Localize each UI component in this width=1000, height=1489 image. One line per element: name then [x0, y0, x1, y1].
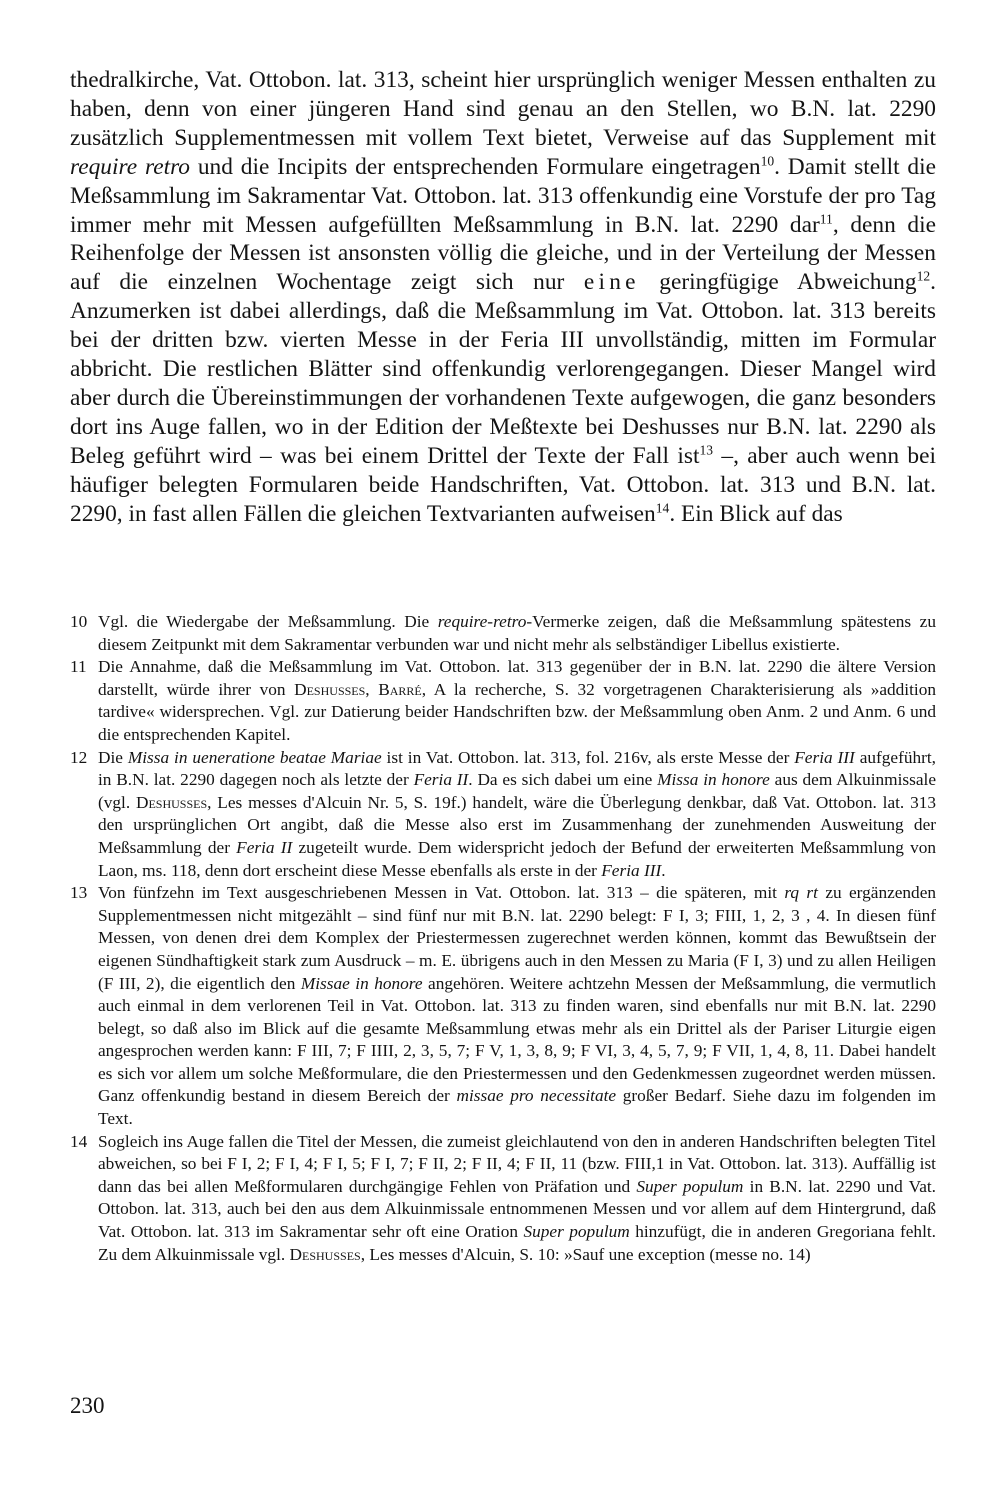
italic-term: Feria II [236, 837, 293, 857]
italic-term: Super populum [523, 1222, 630, 1242]
footnote-number: 10 [70, 612, 88, 631]
footnote-number: 14 [70, 1131, 88, 1151]
footnote-text: -Vermerke zeigen, daß die Meßsammlung spätestens zu diesem Zeitpunkt mit dem Sakramentar verbunden war und nicht mehr als selbständiger Libellus existierte. [98, 612, 936, 654]
footnote-text: , [365, 679, 379, 699]
italic-term: missae pro necessitate [456, 1086, 617, 1106]
italic-term: Feria III [794, 747, 855, 767]
italic-term: Missa in honore [657, 770, 770, 790]
footnote-text: . Da es sich dabei um eine [468, 770, 658, 790]
italic-term: require-retro [437, 612, 527, 631]
footnote-text: angehören. Weitere achtzehn Messen der Meßsammlung, die vermutlich auch einmal in dem verlorenen Teil in Vat. Ottobon. lat. 313 zu finden waren, sind ebenfalls nur mit B.N. lat. 2290 belegt, so daß also im Blick auf die gesamte Meßsammlung etwas mehr als ein Drittel als der Pariser Liturgie eigen angesprochen werden kann: F III, 7; F IIII, 2, 3, 5, 7; F V, 1, 3, 8, 9; F VI, 3, 4, 5, 7, 9; F VII, 1, 4, 8, 11. Dabei handelt es sich vor allem um solche Meßformulare, die den Priestermessen und den Gedenkmessen zugeordnet werden müssen. Ganz offenkundig bestand in diesem Bereich der [98, 973, 936, 1106]
footnote-number: 13 [70, 883, 88, 903]
italic-term: Missae in honore [300, 973, 423, 993]
footnote-text: aufgeführt, in B.N. lat. 2290 dagegen noch als letzte der [98, 747, 936, 790]
italic-term: Feria III [601, 860, 662, 880]
footnote-text: zu ergänzenden Supplementmessen nicht mitgezählt – sind fünf nur mit B.N. lat. 2290 belegt: F I, 3; FIII, 1, 2, 3 , 4. In diesen fünf Messen, von denen drei dem Komplex der Priestermessen zugerechnet werden können, kommt das Bewußtsein der eigenen Sündhaftigkeit stark zum Ausdruck – m. E. übrigens auch in den Messen zu Maria (F I, 3) und zu allen Heiligen (F III, 2), die eigentlich den [98, 883, 937, 993]
italic-term: Missa in ueneratione beatae Mariae [127, 747, 382, 767]
body-text-segment: , denn die Reihenfolge der Messen ist ansonsten völlig die gleiche, und in der Verteilung der Messen auf die einzelnen Wochentage zeigt sich nur [70, 211, 936, 296]
spaced-emphasis: eine [583, 269, 640, 296]
footnote-10 [70, 611, 936, 656]
italic-term: rq rt [784, 883, 818, 903]
footnote-text: , Les messes d'Alcuin Nr. 5, S. 19f.) handelt, wäre die Überlegung denkbar, daß Vat. Ottobon. lat. 313 den ursprünglichen Ort angibt, daß die Messe also erst im Zusammenhang der zunehmenden Ausweitung der Meßsammlung der [98, 792, 936, 857]
body-text-segment: –, aber auch wenn bei häufiger belegten Formularen beide Handschriften, Vat. Ottobon. lat. 313 und B.N. lat. 2290, in fast allen Fällen die gleichen Textvarianten aufweisen [70, 442, 936, 527]
footnote-ref-13: 13 [699, 442, 714, 458]
body-text-segment: geringfügige Abweichung [639, 269, 917, 296]
body-text-segment: thedralkirche, Vat. Ottobon. lat. 313, scheint hier ursprünglich weniger Messen enthalten zu haben, denn von einer jüngeren Hand sind genau an den Stellen, wo B.N. lat. 2290 zusätzlich Supplementmessen mit vollem Text bietet, Verweise auf das Supplement mit [70, 67, 936, 151]
footnote-ref-10: 10 [760, 153, 775, 169]
main-text [70, 66, 936, 529]
footnote-text: Vgl. die Wiedergabe der Meßsammlung. Die [98, 612, 438, 631]
footnote-text: , Les messes d'Alcuin, S. 10: »Sauf une exception (messe no. 14) [360, 1244, 811, 1264]
footnote-text: ist in Vat. Ottobon. lat. 313, fol. 216v, als erste Messe der [381, 747, 795, 767]
author-name: Deshusses [289, 1244, 361, 1264]
footnote-14 [70, 1131, 936, 1267]
footnote-text: Von fünfzehn im Text ausgeschriebenen Messen in Vat. Ottobon. lat. 313 – die späteren, mit [98, 883, 785, 903]
footnote-ref-14: 14 [655, 500, 670, 516]
footnote-text: . [661, 860, 666, 880]
body-text-segment: und die Incipits der entsprechenden Formulare eingetragen [190, 153, 761, 180]
italic-term: Super populum [636, 1176, 744, 1196]
footnote-text: Sogleich ins Auge fallen die Titel der Messen, die zumeist gleichlautend von den in anderen Handschriften belegten Titel abweichen, so bei F I, 2; F I, 4; F I, 5; F I, 7; F II, 2; F II, 4; F II, 11 (bzw. FIII,1 in Vat. Ottobon. lat. 313). Auffällig ist dann das bei allen Meßformularen durchgängige Fehlen von Präfation und [98, 1131, 936, 1196]
page-number: 230 [70, 1393, 105, 1418]
footnote-12 [70, 747, 936, 883]
body-text-segment: . Anzumerken ist dabei allerdings, daß die Meßsammlung im Vat. Ottobon. lat. 313 bereits bei der dritten bzw. vierten Messe in der Feria III unvollständig, mitten im Formular abbricht. Die restlichen Blätter sind offenkundig verlorengegangen. Dieser Mangel wird aber durch die Übereinstimmungen der vorhandenen Texte aufgewogen, die ganz besonders dort ins Auge fallen, wo in der Edition der Meßtexte bei Deshusses nur B.N. lat. 2290 als Beleg geführt wird – was bei einem Drittel der Texte der Fall ist [70, 269, 936, 469]
italic-term: require retro [70, 153, 191, 180]
body-text-segment: . Ein Blick auf das [669, 500, 843, 527]
italic-term: Feria II [413, 770, 469, 790]
footnote-text: Die Annahme, daß die Meßsammlung im Vat. Ottobon. lat. 313 gegenüber der in B.N. lat. 2290 die ältere Version darstellt, würde ihrer von [98, 657, 936, 699]
footnote-text: , A la recherche, S. 32 vorgetragenen Charakterisierung als »addition tardive« widersprechen. Vgl. zur Datierung beider Handschriften bzw. der Meßsammlung oben Anm. 2 und Anm. 6 und die entsprechenden Kapitel. [98, 679, 936, 744]
body-paragraph [70, 66, 936, 529]
author-name: Deshusses [294, 679, 366, 699]
footnote-number: 12 [70, 747, 88, 767]
footnote-text: in B.N. lat. 2290 und Vat. Ottobon. lat. 313, auch bei den aus dem Alkuinmissale entnommenen Messen und vor allem auf dem Hintergrund, daß Vat. Ottobon. lat. 313 im Sakramentar sehr oft eine Oration [98, 1176, 937, 1242]
footnote-13 [70, 882, 936, 1131]
footnote-number: 11 [70, 657, 87, 677]
footnote-11 [70, 656, 936, 746]
footnote-text: großer Bedarf. Siehe dazu im folgenden im Text. [98, 1086, 936, 1129]
footnote-text: aus dem Alkuinmissale (vgl. [98, 770, 936, 812]
author-name: Deshusses [135, 792, 208, 812]
footnotes [70, 611, 936, 1266]
footnote-ref-11: 11 [819, 211, 833, 227]
footnote-text: hinzufügt, die in anderen Gregoriana fehlt. Zu dem Alkuinmissale vgl. [98, 1222, 936, 1264]
footnote-text: zugeteilt wurde. Dem widerspricht jedoch der Befund der erweiterten Meßsammlung von Laon, ms. 118, denn dort erscheint diese Messe ebenfalls als erste in der [98, 837, 936, 880]
footnote-text: Die [98, 747, 128, 767]
author-name: Barré [378, 679, 422, 699]
footnote-ref-12: 12 [916, 268, 931, 284]
body-text-segment: . Damit stellt die Meßsammlung im Sakramentar Vat. Ottobon. lat. 313 offenkundig eine Vorstufe der pro Tag immer mehr mit Messen aufgefüllten Meßsammlung in B.N. lat. 2290 dar [70, 153, 937, 238]
